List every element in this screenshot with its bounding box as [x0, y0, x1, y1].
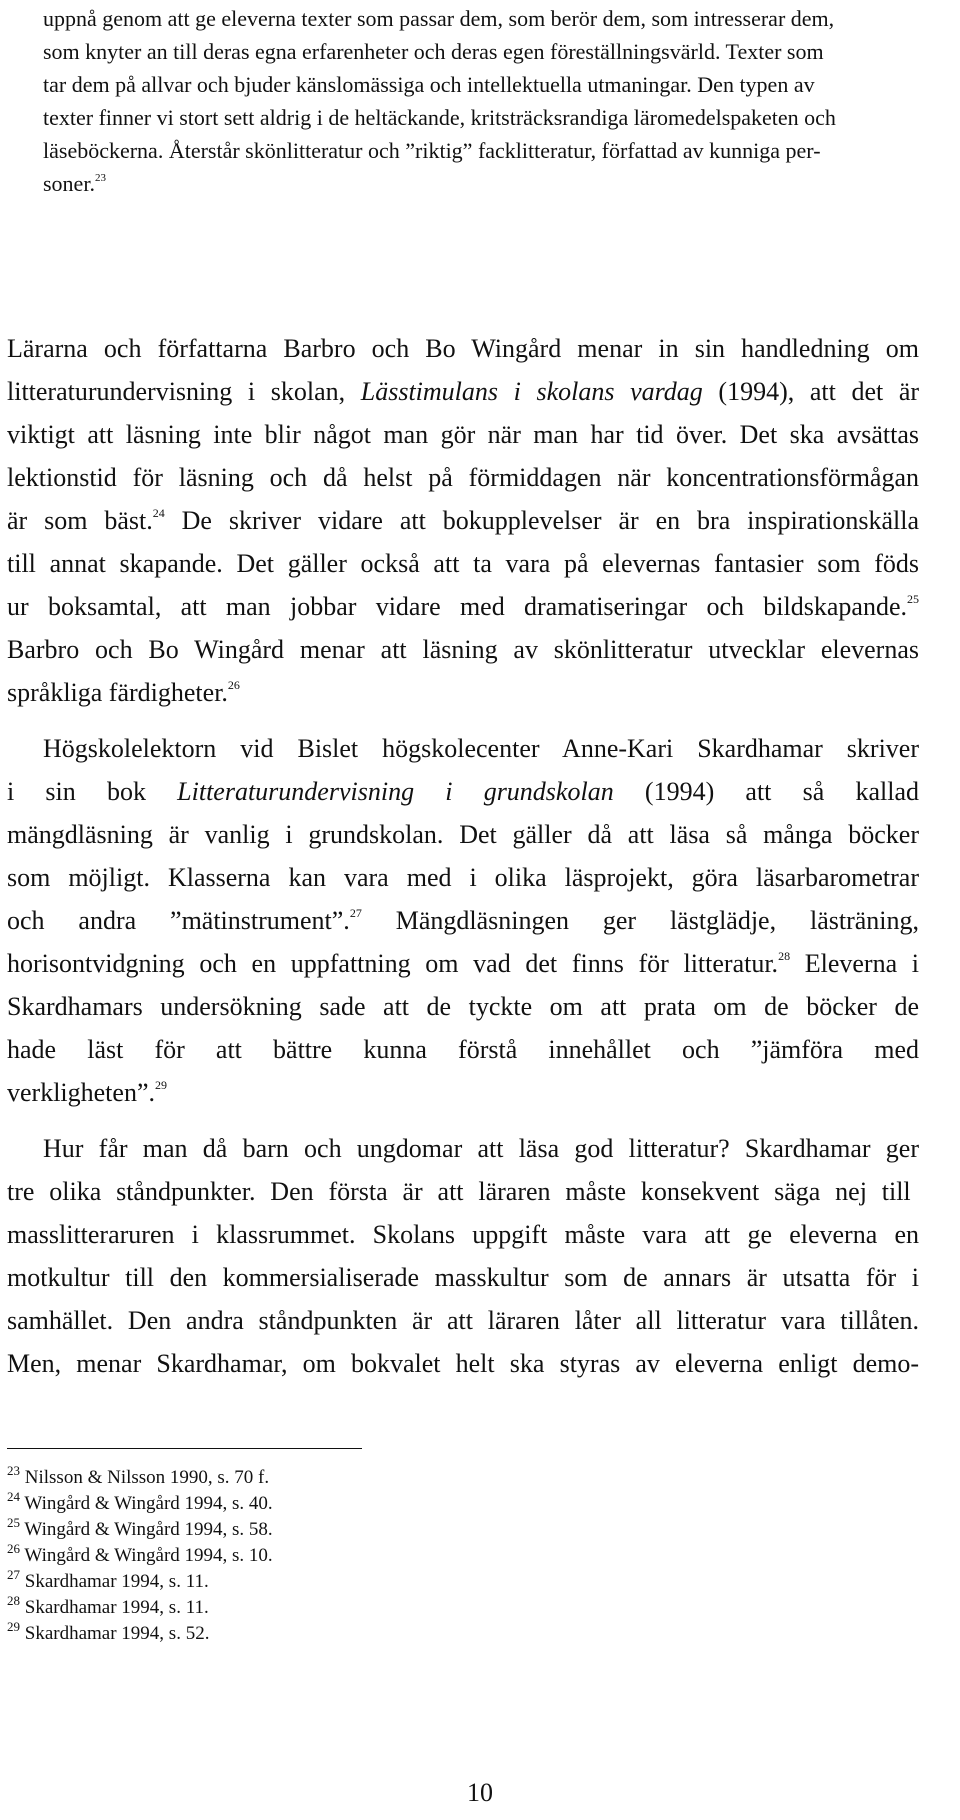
footnote-number: 26 — [7, 1541, 20, 1556]
quote-line: tar dem på allvar och bjuder känslomässiga och intellektuella utmaningar. Den typen av — [43, 72, 815, 97]
paragraph-skardhamar — [7, 727, 919, 1114]
quote-line — [43, 167, 918, 200]
text-line — [7, 942, 919, 985]
footnote-ref: 28 — [778, 949, 791, 963]
footnote-text: Wingård & Wingård 1994, s. 40. — [24, 1493, 273, 1514]
text-line — [7, 770, 919, 813]
text-span: verkligheten”. — [7, 1078, 155, 1107]
text-span: är som bäst. — [7, 506, 153, 535]
footnote — [7, 1465, 607, 1491]
text-line: motkultur till den kommersialiserade masskultur som de annars är utsatta för i — [7, 1263, 919, 1292]
text-line: viktigt att läsning inte blir något man gör när man har tid över. Det ska avsättas — [7, 420, 919, 449]
text-line: till annat skapande. Det gäller också att ta vara på elevernas fantasier som föds — [7, 549, 919, 578]
text-span: i sin bok — [7, 777, 146, 806]
text-line — [7, 370, 919, 413]
footnote-text: Wingård & Wingård 1994, s. 10. — [24, 1545, 273, 1566]
text-span: ur boksamtal, att man jobbar vidare med dramatiseringar och bildskapande. — [7, 592, 907, 621]
text-span: Mängdläsningen ger lästglädje, lästräning, — [395, 906, 919, 935]
text-line: Högskolelektorn vid Bislet högskolecenter Anne-Kari Skardhamar skriver — [43, 734, 919, 763]
footnote-separator — [7, 1448, 362, 1449]
quote-line: texter finner vi stort sett aldrig i de heltäckande, kritsträcksrandiga läromedelspaketen och — [43, 105, 836, 130]
book-title: Lässtimulans i skolans vardag — [360, 377, 703, 406]
text-line — [7, 585, 919, 628]
text-line — [7, 499, 919, 542]
quote-text: läseböckerna. — [43, 138, 164, 163]
text-span: Eleverna i — [804, 949, 920, 978]
text-span: litteraturundervisning i skolan, — [7, 377, 346, 406]
footnote-ref: 25 — [907, 592, 919, 606]
text-span: språkliga färdigheter. — [7, 678, 228, 707]
footnote-number: 25 — [7, 1515, 20, 1530]
paragraph-wingard — [7, 327, 919, 714]
paragraph-question — [7, 1127, 919, 1385]
footnote — [7, 1621, 607, 1647]
footnote-ref: 26 — [227, 678, 240, 692]
text-span: (1994) att så kallad — [644, 777, 919, 806]
footnote — [7, 1569, 607, 1595]
book-title: Litteraturundervisning i grundskolan — [177, 777, 614, 806]
text-line — [7, 899, 919, 942]
footnote-text: Skardhamar 1994, s. 11. — [24, 1597, 209, 1618]
footnote — [7, 1517, 607, 1543]
quote-line — [43, 134, 918, 167]
footnote-ref: 23 — [94, 172, 106, 184]
text-line: hade läst för att bättre kunna förstå innehållet och ”jämföra med — [7, 1035, 919, 1064]
footnote-number: 23 — [7, 1463, 20, 1478]
page-number: 10 — [467, 1778, 493, 1807]
block-quote — [43, 2, 918, 200]
text-line: tre olika ståndpunkter. Den första är att läraren måste konsekvent säga nej till — [7, 1177, 911, 1206]
text-line: mängdläsning är vanlig i grundskolan. Det gäller då att läsa så många böcker — [7, 820, 919, 849]
quote-line: som knyter an till deras egna erfarenheter och deras egen föreställningsvärld. Texter som — [43, 39, 824, 64]
footnote-text: Nilsson & Nilsson 1990, s. 70 f. — [24, 1467, 270, 1488]
text-line: masslitteraruren i klassrummet. Skolans uppgift måste vara att ge eleverna en — [7, 1220, 919, 1249]
text-line: lektionstid för läsning och då helst på förmiddagen när koncentrationsförmågan — [7, 463, 919, 492]
footnote-ref: 24 — [152, 506, 165, 520]
footnote — [7, 1595, 607, 1621]
footnote-number: 29 — [7, 1619, 20, 1634]
quote-line: uppnå genom att ge eleverna texter som passar dem, som berör dem, som intresserar dem, — [43, 6, 835, 31]
text-span: och andra ”mätinstrument”. — [7, 906, 350, 935]
text-line: samhället. Den andra ståndpunkten är att läraren låter all litteratur vara tillåten. — [7, 1306, 919, 1335]
text-line: som möjligt. Klasserna kan vara med i olika läsprojekt, göra läsarbarometrar — [7, 863, 919, 892]
text-line: Men, menar Skardhamar, om bokvalet helt ska styras av eleverna enligt demo- — [7, 1349, 919, 1378]
footnote-ref: 27 — [349, 906, 362, 920]
footnote-number: 24 — [7, 1489, 20, 1504]
footnote-text: Skardhamar 1994, s. 52. — [24, 1623, 210, 1644]
text-span: horisontvidgning och en uppfattning om vad det finns för litteratur. — [7, 949, 779, 978]
quote-text: soner. — [43, 171, 95, 196]
footnote — [7, 1491, 607, 1517]
text-line: Barbro och Bo Wingård menar att läsning av skönlitteratur utvecklar elevernas — [7, 635, 919, 664]
text-span: (1994), att det är — [718, 377, 920, 406]
text-line — [7, 671, 919, 714]
footnote-ref: 29 — [155, 1078, 167, 1092]
footnote-number: 27 — [7, 1567, 20, 1582]
footnote — [7, 1543, 607, 1569]
text-line: Hur får man då barn och ungdomar att läsa god litteratur? Skardhamar ger — [43, 1134, 919, 1163]
footnotes — [7, 1465, 607, 1647]
footnote-text: Skardhamar 1994, s. 11. — [24, 1571, 209, 1592]
footnote-text: Wingård & Wingård 1994, s. 58. — [24, 1519, 273, 1540]
quote-text: Återstår skönlitteratur och ”riktig” facklitteratur, författad av kunniga per- — [168, 138, 821, 163]
text-line: Lärarna och författarna Barbro och Bo Wingård menar in sin handledning om — [7, 334, 919, 363]
text-span: De skriver vidare att bokupplevelser är en bra inspirationskälla — [181, 506, 919, 535]
text-line: Skardhamars undersökning sade att de tyckte om att prata om de böcker de — [7, 992, 919, 1021]
footnote-number: 28 — [7, 1593, 20, 1608]
text-line — [7, 1071, 919, 1114]
